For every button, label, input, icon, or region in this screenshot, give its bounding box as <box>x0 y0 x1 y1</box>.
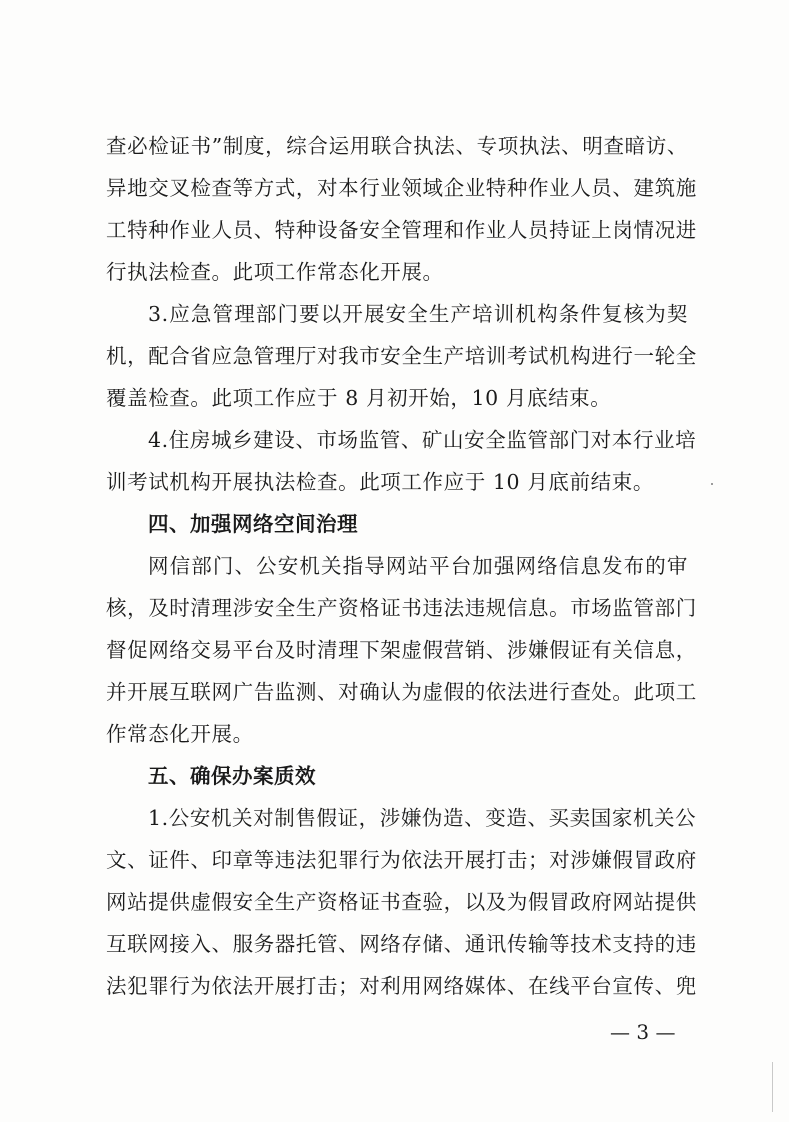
body-text-line: 网站提供虚假安全生产资格证书查验，以及为假冒政府网站提供 <box>106 890 697 914</box>
paragraph-start-line: 1.公安机关对制售假证，涉嫌伪造、变造、买卖国家机关公 <box>148 806 697 830</box>
body-text-line: 核，及时清理涉安全生产资格证书违法违规信息。市场监管部门 <box>106 596 697 620</box>
body-text-line: 覆盖检查。此项工作应于 8 月初开始，10 月底结束。 <box>106 386 612 410</box>
paragraph-start-line: 4.住房城乡建设、市场监管、矿山安全监管部门对本行业培 <box>148 428 697 452</box>
section-heading: 四、加强网络空间治理 <box>148 512 358 536</box>
body-text-line: 异地交叉检查等方式，对本行业领域企业特种作业人员、建筑施 <box>106 176 697 200</box>
body-text-line: 并开展互联网广告监测、对确认为虚假的依法进行查处。此项工 <box>106 680 697 704</box>
section-heading: 五、确保办案质效 <box>148 764 316 788</box>
body-text-line: 督促网络交易平台及时清理下架虚假营销、涉嫌假证有关信息， <box>106 638 697 662</box>
scan-speck <box>711 483 713 485</box>
scan-edge-line <box>772 1062 773 1112</box>
page-number: — 3 — <box>610 1020 676 1044</box>
body-text-line: 法犯罪行为依法开展打击；对利用网络媒体、在线平台宣传、兜 <box>106 974 697 998</box>
body-text-line: 作常态化开展。 <box>106 722 254 746</box>
body-text-line: 机，配合省应急管理厅对我市安全生产培训考试机构进行一轮全 <box>106 344 697 368</box>
body-text-line: 工特种作业人员、特种设备安全管理和作业人员持证上岗情况进 <box>106 218 697 242</box>
body-text-line: 文、证件、印章等违法犯罪行为依法开展打击；对涉嫌假冒政府 <box>106 848 697 872</box>
paragraph-start-line: 3.应急管理部门要以开展安全生产培训机构条件复核为契 <box>148 302 688 326</box>
body-text-line: 互联网接入、服务器托管、网络存储、通讯传输等技术支持的违 <box>106 932 697 956</box>
body-text-line: 训考试机构开展执法检查。此项工作应于 10 月底前结束。 <box>106 470 654 494</box>
body-text-line: 行执法检查。此项工作常态化开展。 <box>106 260 444 284</box>
body-text-line: 查必检证书”制度，综合运用联合执法、专项执法、明查暗访、 <box>106 134 688 158</box>
paragraph-start-line: 网信部门、公安机关指导网站平台加强网络信息发布的审 <box>148 554 688 578</box>
